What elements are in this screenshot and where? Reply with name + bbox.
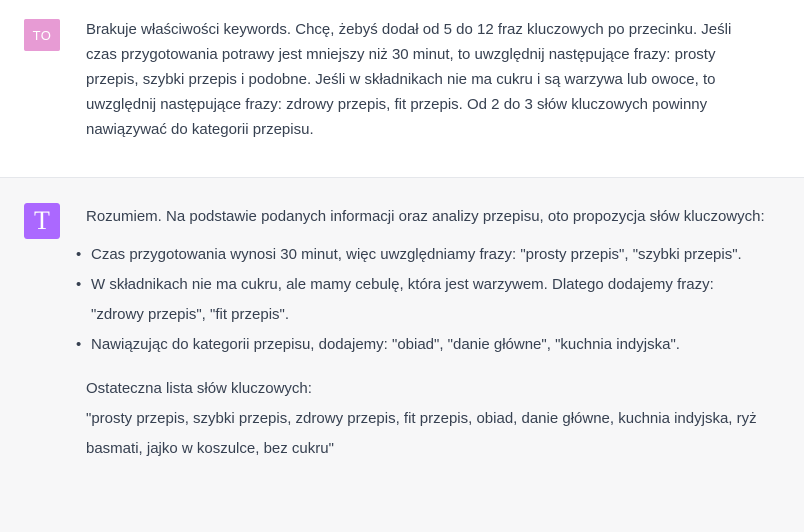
assistant-avatar: T (24, 203, 60, 239)
list-item (76, 240, 766, 270)
user-message (0, 0, 804, 178)
final-keywords-list: "prosty przepis, szybki przepis, zdrowy przepis, fit przepis, obiad, danie główne, kuchnia indyjska, ryż basmati, jajko w koszulce, bez cukru" (86, 410, 757, 457)
user-avatar: TO (24, 19, 60, 51)
bullet-icon: • (76, 246, 82, 263)
final-keywords (86, 374, 766, 464)
bullet-icon: • (76, 276, 82, 293)
bullet-icon: • (76, 336, 82, 353)
list-item-text: Nawiązując do kategorii przepisu, dodajemy: "obiad", "danie główne", "kuchnia indyjska". (91, 336, 680, 353)
assistant-message-content (76, 202, 766, 464)
assistant-message (0, 178, 804, 532)
list-item-text: Czas przygotowania wynosi 30 minut, więc uwzględniamy frazy: "prosty przepis", "szybki przepis". (91, 246, 742, 263)
list-item (76, 330, 766, 360)
user-message-text: Brakuje właściwości keywords. Chcę, żebyś dodał od 5 do 12 fraz kluczowych po przecinku. Jeśli czas przygotowania potrawy jest mniejszy niż 30 minut, to uwzględnij następujące frazy: prosty przepis, szybki przepis i podobne. Jeśli w składnikach nie ma cukru i są warzywa lub owoce, to uwzględnij następujące frazy: zdrowy przepis, fit przepis. Od 2 do 3 słów kluczowych powinny nawiązywać do kategorii przepisu. (86, 21, 732, 138)
assistant-intro-text: Rozumiem. Na podstawie podanych informacji oraz analizy przepisu, oto propozycja słów kluczowych: (86, 208, 765, 225)
assistant-bullet-list (76, 240, 766, 360)
list-item (76, 270, 766, 330)
final-keywords-label: Ostateczna lista słów kluczowych: (86, 380, 312, 397)
list-item-text: W składnikach nie ma cukru, ale mamy cebulę, która jest warzywem. Dlatego dodajemy frazy: "zdrowy przepis", "fit przepis". (91, 276, 714, 323)
